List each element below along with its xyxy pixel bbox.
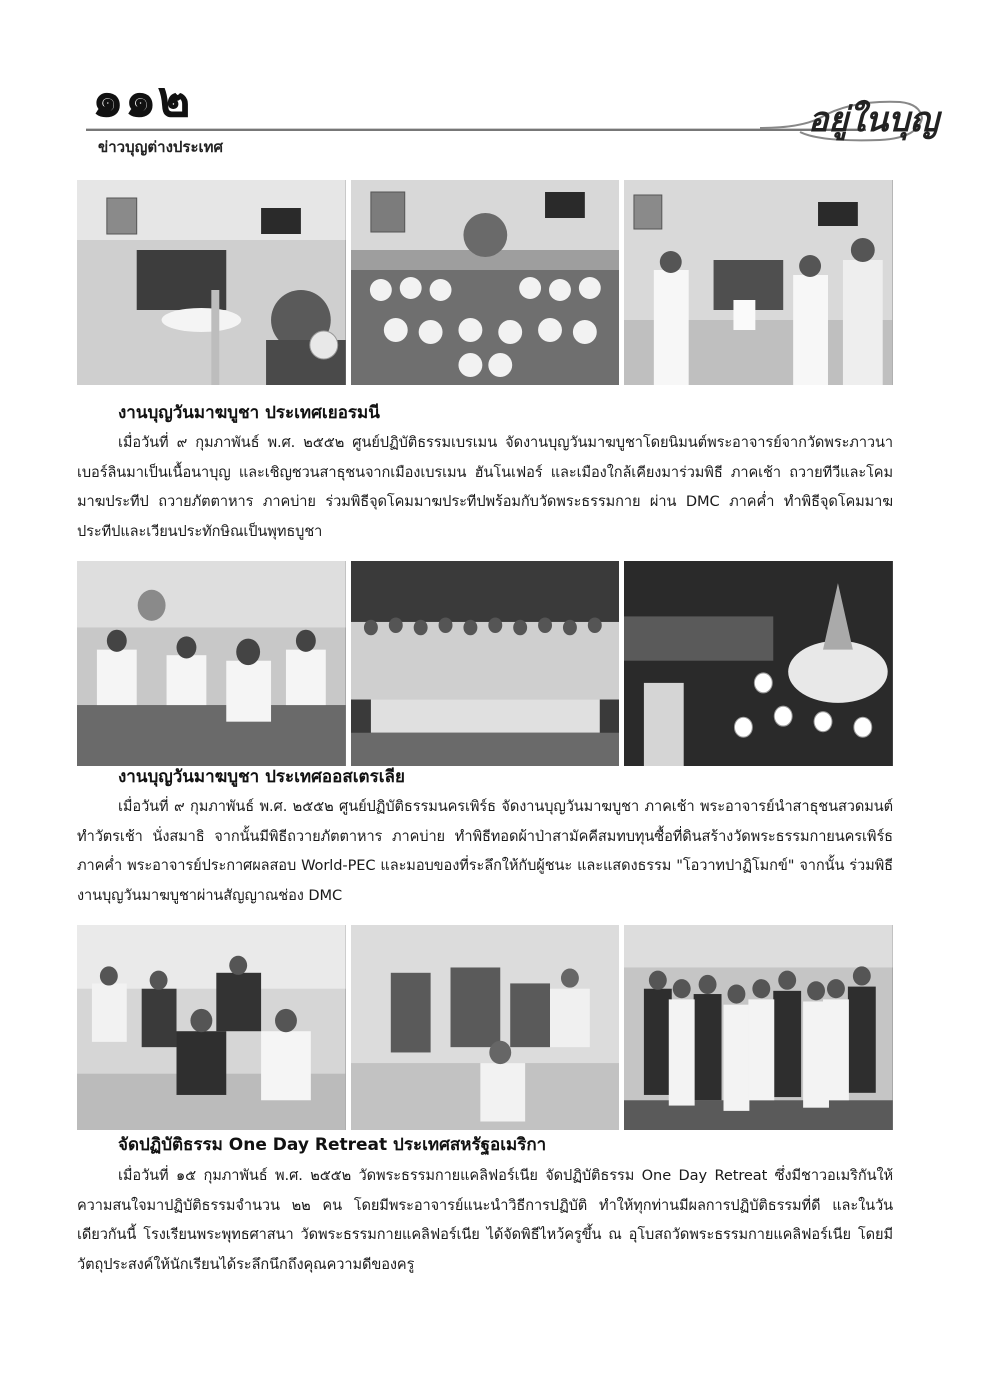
photo-germany-candles bbox=[624, 180, 893, 385]
photo-usa-meditation bbox=[77, 925, 346, 1130]
article-title-australia: งานบุญวันมาฆบูชา ประเทศออสเตรเลีย bbox=[118, 767, 405, 787]
section-label: ข่าวบุญต่างประเทศ bbox=[98, 138, 224, 156]
magazine-logo: อยู่ในบุญ bbox=[808, 100, 939, 140]
photo-usa-chairs bbox=[351, 925, 620, 1130]
photo-usa-group bbox=[624, 925, 893, 1130]
photo-row-usa bbox=[77, 925, 893, 1130]
article-body-usa: เมื่อวันที่ ๑๕ กุมภาพันธ์ พ.ศ. ๒๕๕๒ วัดพระธรรมกายแคลิฟอร์เนีย จัดปฏิบัติธรรม One Day Retreat ซึ่งมีชาวอเมริกันให้ความสนใจมาปฏิบัติธรรมจำนวน ๒๒ คน โดยมีพระอาจารย์แนะนำวิธีการปฏิบัติ ทำให้ทุกท่านมีผลการปฏิบัติธรรมที่ดี และในวันเดียวกันนี้ โรงเรียนพระพุทธศาสนา วัดพระธรรมกายแคลิฟอร์เนีย ได้จัดพิธีไหว้ครูขึ้น ณ อุโบสถวัดพระธรรมกายแคลิฟอร์เนีย โดยมีวัตถุประสงค์ให้นักเรียนได้ระลึกนึกถึงคุณความดีของครู bbox=[77, 1167, 893, 1273]
photo-australia-night-candles bbox=[624, 561, 893, 766]
photo-row-australia bbox=[77, 561, 893, 766]
photo-australia-meditation bbox=[77, 561, 346, 766]
photo-germany-shrine-monk bbox=[77, 180, 346, 385]
article-body-germany: เมื่อวันที่ ๙ กุมภาพันธ์ พ.ศ. ๒๕๕๒ ศูนย์ปฏิบัติธรรมเบรเมน จัดงานบุญวันมาฆบูชาโดยนิมนต์พระอาจารย์จากวัดพระภาวนาเบอร์ลินมาเป็นเนื้อนาบุญ และเชิญชวนสาธุชนจากเมืองเบรเมน ฮันโนเฟอร์ และเมืองใกล้เคียงมาร่วมพิธี ภาคเช้า ถวายทีวีและโคมมาฆประทีป ถวายภัตตาหาร ภาคบ่าย ร่วมพิธีจุดโคมมาฆประทีปพร้อมกับวัดพระธรรมกาย ผ่าน DMC ภาคค่ำ ทำพิธีจุดโคมมาฆประทีปและเวียนประทักษิณเป็นพุทธบูชา bbox=[77, 434, 893, 540]
header-rule bbox=[86, 128, 866, 131]
photo-row-germany bbox=[77, 180, 893, 385]
photo-germany-group bbox=[351, 180, 620, 385]
page-number: ๑๑๒ bbox=[92, 69, 192, 128]
article-title-usa: จัดปฏิบัติธรรม One Day Retreat ประเทศสหรัฐอเมริกา bbox=[118, 1135, 547, 1155]
photo-australia-group bbox=[351, 561, 620, 766]
article-title-germany: งานบุญวันมาฆบูชา ประเทศเยอรมนี bbox=[118, 403, 380, 423]
article-body-australia: เมื่อวันที่ ๙ กุมภาพันธ์ พ.ศ. ๒๕๕๒ ศูนย์ปฏิบัติธรรมนครเพิร์ธ จัดงานบุญวันมาฆบูชา ภาคเช้า พระอาจารย์นำสาธุชนสวดมนต์ทำวัตรเช้า นั่งสมาธิ จากนั้นมีพิธีถวายภัตตาหาร ภาคบ่าย ทำพิธีทอดผ้าป่าสามัคคีสมทบทุนซื้อที่ดินสร้างวัดพระธรรมกายนครเพิร์ธ ภาคค่ำ พระอาจารย์ประกาศผลสอบ World-PEC และมอบของที่ระลึกให้กับผู้ชนะ และแสดงธรรม "โอวาทปาฏิโมกข์" จากนั้น ร่วมพิธีงานบุญวันมาฆบูชาผ่านสัญญาณช่อง DMC bbox=[77, 798, 893, 904]
